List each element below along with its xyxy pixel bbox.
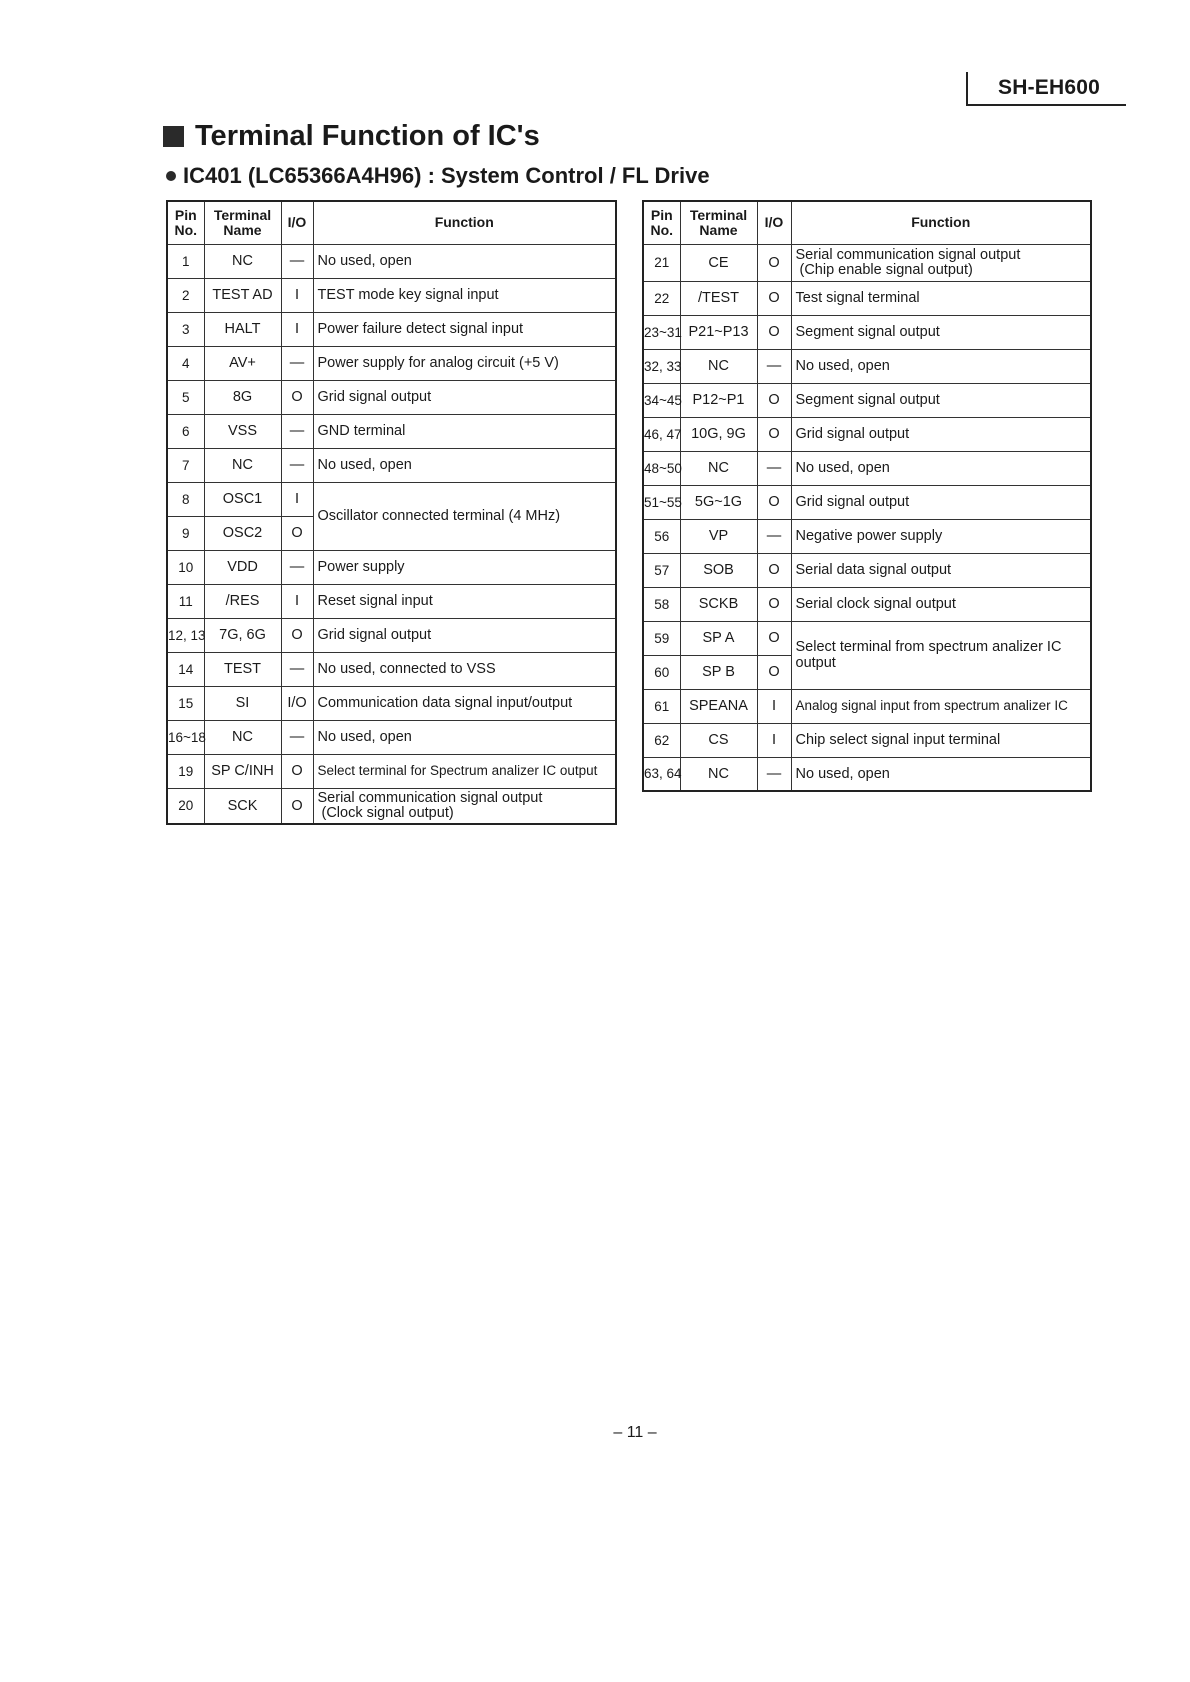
function-text: Power supply [313, 550, 616, 584]
io-type: O [281, 516, 313, 550]
io-type: I [281, 584, 313, 618]
pin-number: 22 [643, 281, 680, 315]
function-text: Grid signal output [313, 380, 616, 414]
pin-number: 16~18 [167, 720, 204, 754]
terminal-name: SP B [680, 655, 757, 689]
table-row [643, 519, 1091, 553]
terminal-name: CE [680, 244, 757, 281]
io-type: — [281, 720, 313, 754]
function-text: Segment signal output [791, 383, 1091, 417]
pin-number: 3 [167, 312, 204, 346]
io-type: I [281, 482, 313, 516]
pin-number: 21 [643, 244, 680, 281]
pin-number: 32, 33 [643, 349, 680, 383]
terminal-name: OSC1 [204, 482, 281, 516]
terminal-name: NC [680, 451, 757, 485]
terminal-name: VP [680, 519, 757, 553]
function-line-1: Serial communication signal output [795, 246, 1021, 263]
function-text: Grid signal output [313, 618, 616, 652]
table-row [167, 652, 616, 686]
terminal-name: SI [204, 686, 281, 720]
table-header-row [167, 201, 616, 244]
function-text: Select terminal for Spectrum analizer IC output [313, 754, 616, 788]
terminal-name: SCKB [680, 587, 757, 621]
pin-number: 58 [643, 587, 680, 621]
page-title-text: Terminal Function of IC's [195, 120, 540, 152]
io-type: — [281, 346, 313, 380]
terminal-name: TEST AD [204, 278, 281, 312]
io-type: O [281, 618, 313, 652]
terminal-name: NC [204, 720, 281, 754]
pin-number: 12, 13 [167, 618, 204, 652]
io-type: — [757, 519, 791, 553]
table-row [643, 451, 1091, 485]
table-row [643, 383, 1091, 417]
io-type: I [757, 723, 791, 757]
table-row [643, 315, 1091, 349]
table-row [643, 244, 1091, 281]
function-text: No used, open [791, 349, 1091, 383]
table-row [167, 278, 616, 312]
terminal-name: CS [680, 723, 757, 757]
io-type: I [757, 689, 791, 723]
io-type: O [757, 621, 791, 655]
io-type: O [757, 315, 791, 349]
io-type: — [757, 757, 791, 791]
function-line-2: (Chip enable signal output) [799, 261, 973, 278]
io-type: O [281, 754, 313, 788]
pin-number: 20 [167, 788, 204, 824]
terminal-name: SP A [680, 621, 757, 655]
model-number: SH-EH600 [998, 76, 1100, 99]
io-type: — [757, 451, 791, 485]
header-function: Function [313, 201, 616, 244]
io-type: — [281, 550, 313, 584]
function-text: Grid signal output [791, 417, 1091, 451]
terminal-name: TEST [204, 652, 281, 686]
terminal-name: 7G, 6G [204, 618, 281, 652]
table-row [643, 757, 1091, 791]
terminal-name: 8G [204, 380, 281, 414]
function-text: No used, connected to VSS [313, 652, 616, 686]
table-row [167, 584, 616, 618]
table-row [167, 550, 616, 584]
header-io: I/O [281, 201, 313, 244]
terminal-name: SCK [204, 788, 281, 824]
function-text: Select terminal from spectrum analizer IC output [791, 621, 1091, 689]
header-terminal-name: Terminal Name [680, 201, 757, 244]
header-pin-no: Pin No. [167, 201, 204, 244]
header-terminal-name: Terminal Name [204, 201, 281, 244]
io-type: I/O [281, 686, 313, 720]
pin-number: 34~45 [643, 383, 680, 417]
io-type: — [281, 244, 313, 278]
pin-number: 56 [643, 519, 680, 553]
pin-number: 51~55 [643, 485, 680, 519]
round-bullet-icon [166, 171, 176, 181]
function-text [791, 244, 1091, 281]
function-text: Power failure detect signal input [313, 312, 616, 346]
io-type: O [757, 383, 791, 417]
io-type: O [757, 244, 791, 281]
table-row [167, 686, 616, 720]
model-header-box [966, 72, 1126, 106]
io-type: I [281, 312, 313, 346]
pin-number: 11 [167, 584, 204, 618]
terminal-name: NC [204, 448, 281, 482]
header-function: Function [791, 201, 1091, 244]
square-bullet-icon [163, 126, 184, 147]
function-text: Grid signal output [791, 485, 1091, 519]
table-row [643, 553, 1091, 587]
io-type: O [757, 485, 791, 519]
page-title [163, 120, 540, 153]
table-row [167, 788, 616, 824]
table-row [167, 346, 616, 380]
pin-number: 59 [643, 621, 680, 655]
terminal-name: NC [680, 757, 757, 791]
table-row [167, 754, 616, 788]
terminal-name: SPEANA [680, 689, 757, 723]
function-text: No used, open [791, 757, 1091, 791]
table-row [167, 312, 616, 346]
io-type: — [281, 414, 313, 448]
function-text [313, 788, 616, 824]
io-type: — [757, 349, 791, 383]
io-type: — [281, 448, 313, 482]
page-number: – 11 – [613, 1424, 657, 1441]
section-subtitle-text: IC401 (LC65366A4H96) : System Control / FL Drive [183, 163, 710, 188]
function-text: Oscillator connected terminal (4 MHz) [313, 482, 616, 550]
pin-number: 5 [167, 380, 204, 414]
pin-number: 1 [167, 244, 204, 278]
pin-number: 46, 47 [643, 417, 680, 451]
pin-number: 4 [167, 346, 204, 380]
pin-table-right [642, 200, 1092, 792]
table-row [167, 618, 616, 652]
table-row [643, 349, 1091, 383]
pin-number: 14 [167, 652, 204, 686]
table-row [643, 485, 1091, 519]
function-text: TEST mode key signal input [313, 278, 616, 312]
pin-number: 8 [167, 482, 204, 516]
pin-number: 19 [167, 754, 204, 788]
terminal-name: NC [680, 349, 757, 383]
table-row [643, 281, 1091, 315]
function-text: GND terminal [313, 414, 616, 448]
terminal-name: SP C/INH [204, 754, 281, 788]
terminal-name: OSC2 [204, 516, 281, 550]
io-type: I [281, 278, 313, 312]
table-row [167, 720, 616, 754]
table-row [167, 482, 616, 516]
table-header-row [643, 201, 1091, 244]
function-text: Chip select signal input terminal [791, 723, 1091, 757]
terminal-name: NC [204, 244, 281, 278]
io-type: O [757, 553, 791, 587]
table-row [167, 244, 616, 278]
io-type: O [757, 587, 791, 621]
terminal-name: 10G, 9G [680, 417, 757, 451]
pin-number: 61 [643, 689, 680, 723]
pin-number: 60 [643, 655, 680, 689]
table-row [643, 417, 1091, 451]
function-text: Segment signal output [791, 315, 1091, 349]
pin-number: 7 [167, 448, 204, 482]
terminal-name: /RES [204, 584, 281, 618]
function-text: No used, open [791, 451, 1091, 485]
pin-number: 63, 64 [643, 757, 680, 791]
pin-number: 15 [167, 686, 204, 720]
terminal-name: P21~P13 [680, 315, 757, 349]
section-subtitle [166, 163, 710, 189]
pin-number: 2 [167, 278, 204, 312]
table-row [167, 414, 616, 448]
table-row [643, 723, 1091, 757]
terminal-name: VSS [204, 414, 281, 448]
terminal-name: P12~P1 [680, 383, 757, 417]
pin-table-left [166, 200, 617, 825]
function-text: Test signal terminal [791, 281, 1091, 315]
pin-number: 62 [643, 723, 680, 757]
function-text: Negative power supply [791, 519, 1091, 553]
pin-number: 6 [167, 414, 204, 448]
function-text: No used, open [313, 720, 616, 754]
io-type: O [757, 281, 791, 315]
pin-number: 23~31 [643, 315, 680, 349]
function-text: No used, open [313, 244, 616, 278]
header-pin-no: Pin No. [643, 201, 680, 244]
terminal-name: /TEST [680, 281, 757, 315]
function-text: Serial clock signal output [791, 587, 1091, 621]
pin-number: 9 [167, 516, 204, 550]
io-type: O [757, 417, 791, 451]
table-row [167, 380, 616, 414]
pin-number: 10 [167, 550, 204, 584]
table-row [643, 587, 1091, 621]
table-row [643, 689, 1091, 723]
terminal-name: SOB [680, 553, 757, 587]
function-line-1: Serial communication signal output [317, 789, 543, 806]
function-text: Analog signal input from spectrum analizer IC [791, 689, 1091, 723]
function-text: Power supply for analog circuit (+5 V) [313, 346, 616, 380]
terminal-name: AV+ [204, 346, 281, 380]
table-row [167, 448, 616, 482]
function-text: Communication data signal input/output [313, 686, 616, 720]
terminal-name: HALT [204, 312, 281, 346]
io-type: O [281, 788, 313, 824]
function-text: Serial data signal output [791, 553, 1091, 587]
table-row [643, 621, 1091, 655]
terminal-name: VDD [204, 550, 281, 584]
io-type: O [757, 655, 791, 689]
io-type: — [281, 652, 313, 686]
pin-number: 57 [643, 553, 680, 587]
pin-number: 48~50 [643, 451, 680, 485]
io-type: O [281, 380, 313, 414]
header-io: I/O [757, 201, 791, 244]
function-text: Reset signal input [313, 584, 616, 618]
function-line-2: (Clock signal output) [321, 804, 454, 821]
function-text: No used, open [313, 448, 616, 482]
terminal-name: 5G~1G [680, 485, 757, 519]
